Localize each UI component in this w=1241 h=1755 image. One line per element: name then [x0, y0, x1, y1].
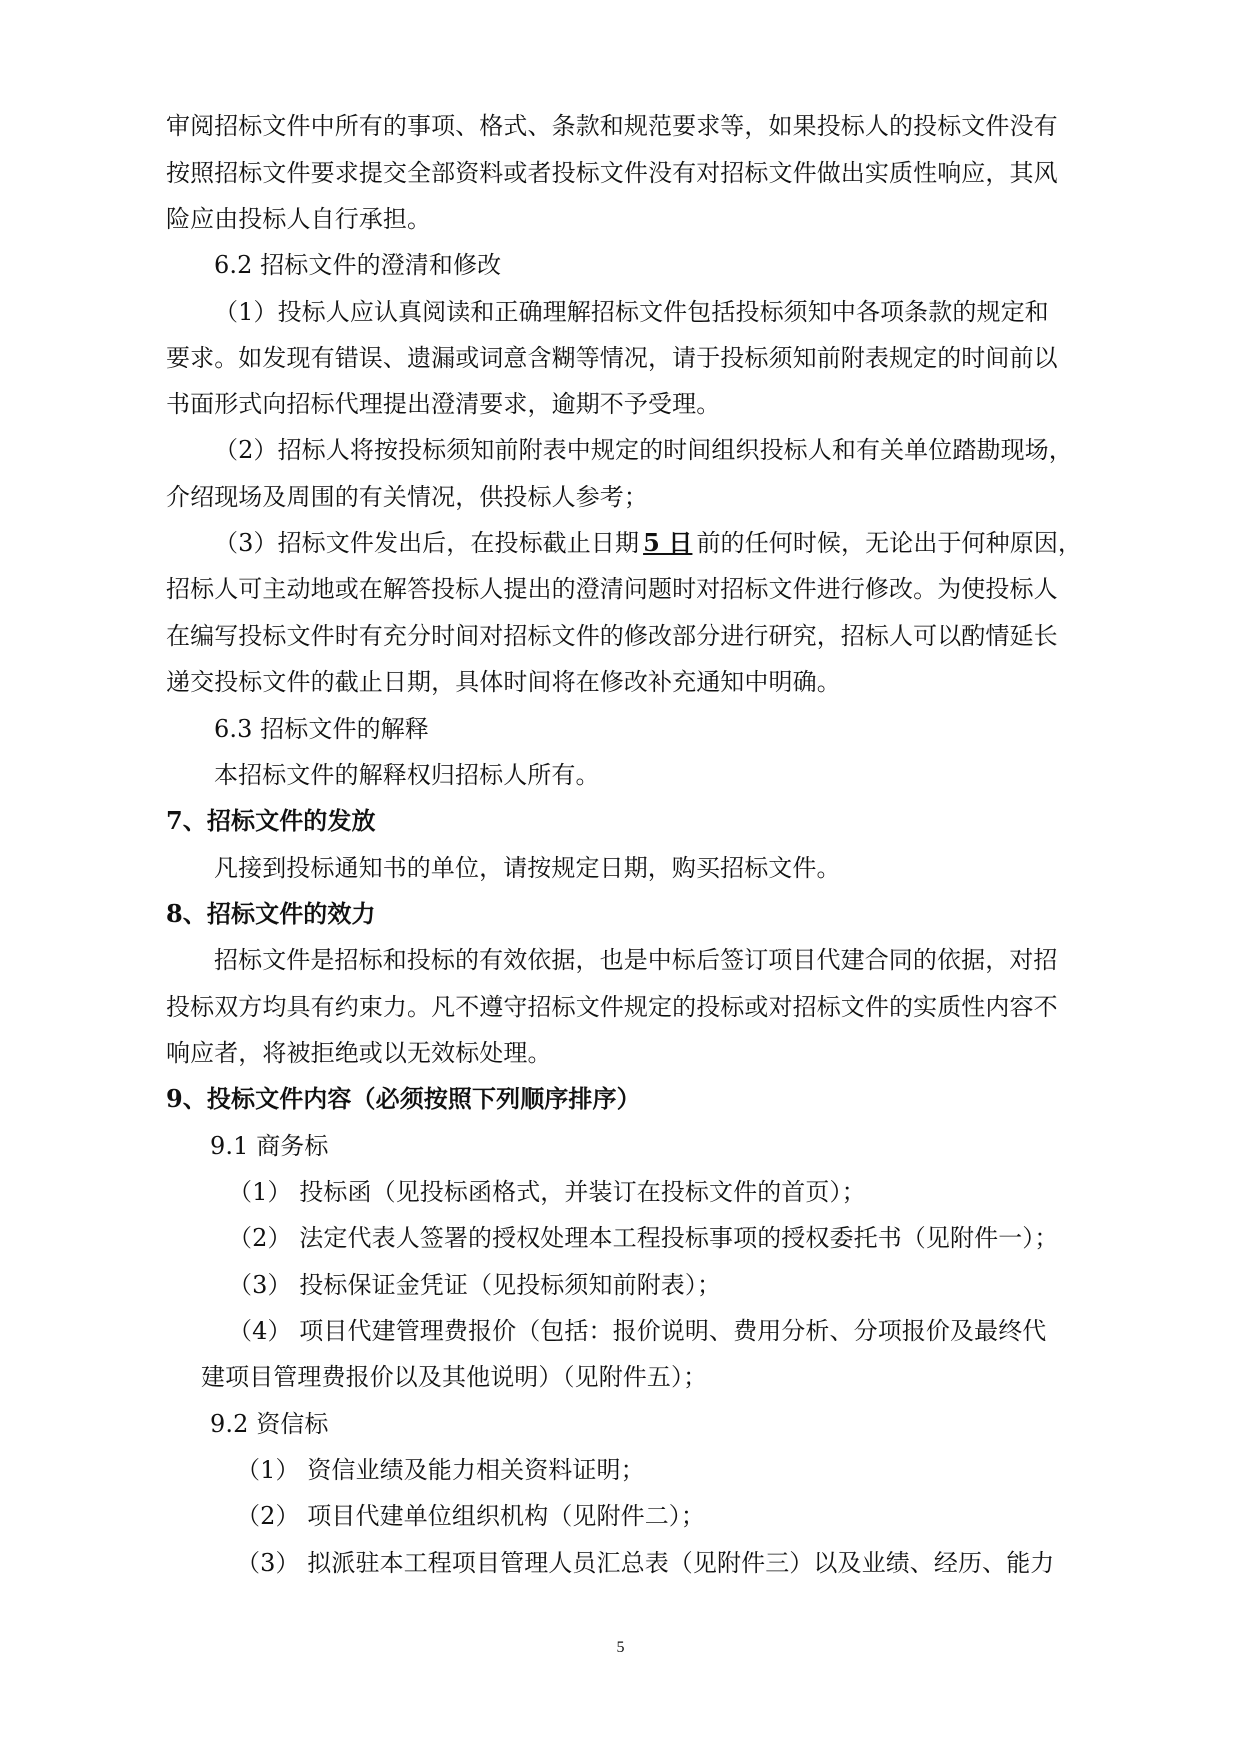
section-heading-8: 8、招标文件的效力	[166, 899, 376, 928]
body-line: （1）投标人应认真阅读和正确理解招标文件包括投标须知中各项条款的规定和	[214, 298, 1049, 326]
section-heading-9: 9、投标文件内容（必须按照下列顺序排序）	[166, 1084, 641, 1113]
body-line: 介绍现场及周围的有关情况，供投标人参考；	[166, 483, 648, 511]
body-line: 招标人可主动地或在解答投标人提出的澄清问题时对招标文件进行修改。为使投标人	[166, 575, 1058, 603]
list-item: （2） 法定代表人签署的授权处理本工程投标事项的授权委托书（见附件一）；	[228, 1224, 1059, 1252]
list-item: （3） 投标保证金凭证（见投标须知前附表）；	[228, 1271, 722, 1299]
body-line: （2）招标人将按投标须知前附表中规定的时间组织投标人和有关单位踏勘现场，	[214, 436, 1073, 464]
body-line: 响应者，将被拒绝或以无效标处理。	[166, 1039, 552, 1067]
page-number: 5	[616, 1639, 625, 1656]
deadline-text-after: 前的任何时候，无论出于何种原因，	[696, 529, 1083, 557]
deadline-days-underlined: 5 日	[643, 528, 693, 557]
list-item: （1） 资信业绩及能力相关资料证明；	[236, 1456, 645, 1484]
body-line: 招标文件是招标和投标的有效依据，也是中标后签订项目代建合同的依据，对招	[214, 946, 1058, 974]
list-item: （3） 拟派驻本工程项目管理人员汇总表（见附件三）以及业绩、经历、能力	[236, 1549, 1055, 1577]
body-line: 投标双方均具有约束力。凡不遵守招标文件规定的投标或对招标文件的实质性内容不	[166, 993, 1058, 1021]
deadline-text-before: （3）招标文件发出后，在投标截止日期	[214, 529, 640, 557]
body-line: 在编写投标文件时有充分时间对招标文件的修改部分进行研究，招标人可以酌情延长	[166, 622, 1058, 650]
section-heading-7: 7、招标文件的发放	[166, 806, 376, 835]
list-item: （1） 投标函（见投标函格式，并装订在投标文件的首页）；	[228, 1178, 866, 1206]
body-line: 书面形式向招标代理提出澄清要求，逾期不予受理。	[166, 390, 721, 418]
list-item: （4） 项目代建管理费报价（包括：报价说明、费用分析、分项报价及最终代	[228, 1317, 1047, 1345]
body-line: 按照招标文件要求提交全部资料或者投标文件没有对招标文件做出实质性响应，其风	[166, 159, 1058, 187]
list-item: （2） 项目代建单位组织机构（见附件二）；	[236, 1502, 705, 1530]
body-line: 要求。如发现有错误、遗漏或词意含糊等情况，请于投标须知前附表规定的时间前以	[166, 344, 1058, 372]
section-heading-6-3: 6.3 招标文件的解释	[214, 715, 429, 743]
subsection-heading-9-2: 9.2 资信标	[210, 1410, 329, 1438]
body-line: 险应由投标人自行承担。	[166, 205, 432, 233]
body-line: 本招标文件的解释权归招标人所有。	[214, 761, 600, 789]
subsection-heading-9-1: 9.1 商务标	[210, 1132, 329, 1160]
list-item-continuation: 建项目管理费报价以及其他说明）（见附件五）；	[201, 1363, 708, 1391]
body-line: 递交投标文件的截止日期，具体时间将在修改补充通知中明确。	[166, 668, 841, 696]
body-line: 凡接到投标通知书的单位，请按规定日期，购买招标文件。	[214, 854, 841, 882]
body-line: 审阅招标文件中所有的事项、格式、条款和规范要求等，如果投标人的投标文件没有	[166, 112, 1058, 140]
body-line-deadline	[214, 523, 1082, 563]
section-heading-6-2: 6.2 招标文件的澄清和修改	[214, 251, 502, 279]
